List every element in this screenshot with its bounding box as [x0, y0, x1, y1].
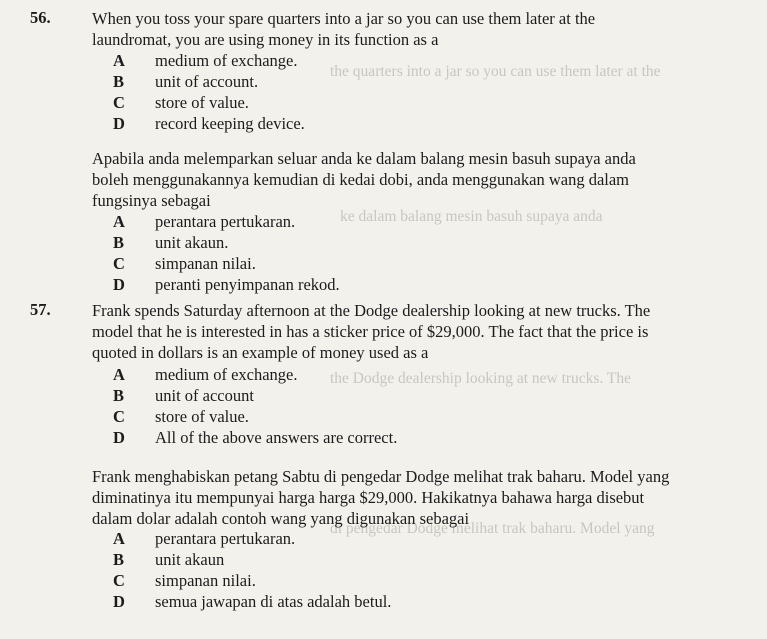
option-a-english: A medium of exchange. [113, 365, 298, 384]
option-b-english: B unit of account [113, 386, 254, 405]
question-stem-malay: Apabila anda melemparkan seluar anda ke dalam balang mesin basuh supaya anda boleh menggunakannya kemudian di kedai dobi, anda menggunakan wang dalam fungsinya sebagai [92, 149, 636, 210]
question-stem-english: Frank spends Saturday afternoon at the Dodge dealership looking at new trucks. The model that he is interested in has a sticker price of $29,000. The fact that the price is quoted in dollars is an example of money used as a [92, 301, 651, 362]
option-d-english: D All of the above answers are correct. [113, 428, 398, 447]
option-a-english: A medium of exchange. [113, 51, 298, 70]
option-d-malay: D peranti penyimpanan rekod. [113, 275, 340, 294]
stem-line: laundromat, you are using money in its function as a [92, 30, 439, 49]
option-c-english: C store of value. [113, 93, 249, 112]
stem-line: When you toss your spare quarters into a jar so you can use them later at the [92, 9, 596, 28]
option-c-malay: C simpanan nilai. [113, 571, 256, 590]
bleed-through-text: the quarters into a jar so you can use them later at the [330, 63, 661, 80]
question-number: 56. [30, 8, 51, 27]
option-c-malay: C simpanan nilai. [113, 254, 256, 273]
bleed-through-text: the Dodge dealership looking at new trucks. The [330, 370, 632, 387]
option-a-malay: A perantara pertukaran. [113, 212, 296, 231]
option-c-english: C store of value. [113, 407, 249, 426]
option-d-english: D record keeping device. [113, 114, 305, 133]
question-stem-malay: Frank menghabiskan petang Sabtu di pengedar Dodge melihat trak baharu. Model yang diminatinya itu mempunyai harga harga $29,000. Hakikatnya bahawa harga disebut dalam dolar adalah contoh wang yang digunakan sebagai [92, 467, 670, 528]
option-b-english: B unit of account. [113, 72, 259, 91]
option-b-malay: B unit akaun [113, 550, 225, 569]
option-d-malay: D semua jawapan di atas adalah betul. [113, 592, 392, 611]
bleed-through-text: di pengedar Dodge melihat trak baharu. Model yang [330, 520, 655, 537]
bleed-through-text: ke dalam balang mesin basuh supaya anda [340, 208, 603, 225]
option-b-malay: B unit akaun. [113, 233, 229, 252]
question-number: 57. [30, 300, 51, 319]
option-a-malay: A perantara pertukaran. [113, 529, 296, 548]
question-stem-english [92, 8, 718, 50]
